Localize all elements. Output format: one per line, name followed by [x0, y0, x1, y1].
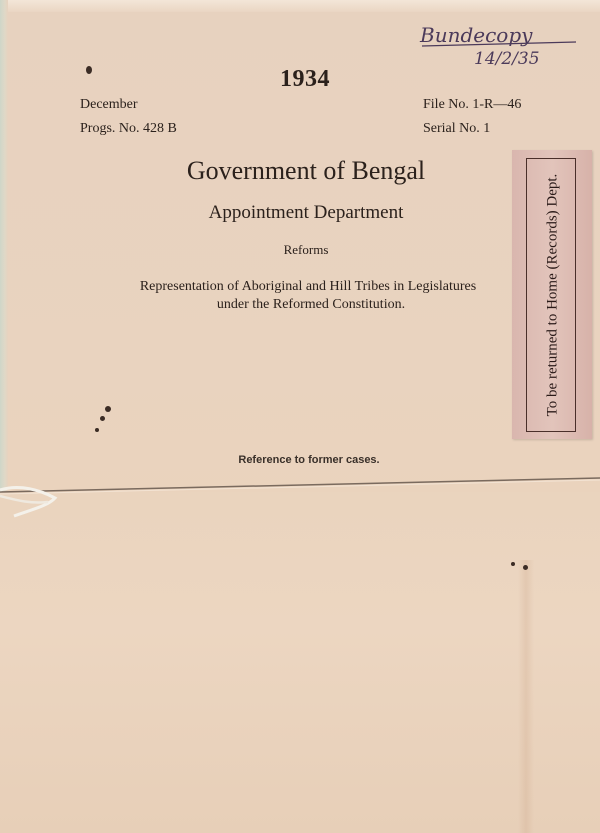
paper-crease	[518, 560, 534, 833]
ink-spot	[86, 66, 92, 74]
ink-spot	[95, 428, 99, 432]
proceedings-number: Progs. No. 428 B	[80, 121, 177, 136]
section-title: Reforms	[283, 242, 329, 257]
government-title: Government of Bengal	[186, 156, 426, 185]
handwritten-line-2: 14/2/35	[474, 49, 540, 69]
ink-spot	[105, 406, 111, 412]
month: December	[80, 97, 138, 112]
year: 1934	[280, 66, 330, 92]
return-label-text: To be returned to Home (Records) Dept.	[544, 173, 561, 417]
top-sheet-edge	[0, 0, 600, 12]
department-title: Appointment Department	[208, 202, 404, 223]
handwritten-note	[416, 20, 586, 70]
ink-spot	[523, 565, 528, 570]
binding-string	[0, 476, 70, 536]
serial-number: Serial No. 1	[423, 121, 491, 136]
lower-folder-flap	[0, 492, 600, 833]
fold-line	[0, 474, 600, 508]
ink-spot	[511, 562, 515, 566]
subject-line-1: Representation of Aboriginal and Hill Tribes in Legislatures	[139, 279, 477, 294]
file-number: File No. 1-R—46	[423, 97, 522, 112]
reference-note: Reference to former cases.	[238, 454, 380, 466]
subject-line-2: under the Reformed Constitution.	[216, 297, 406, 312]
ink-spot	[100, 416, 105, 421]
handwritten-line-1: Bundecopy	[420, 23, 533, 47]
